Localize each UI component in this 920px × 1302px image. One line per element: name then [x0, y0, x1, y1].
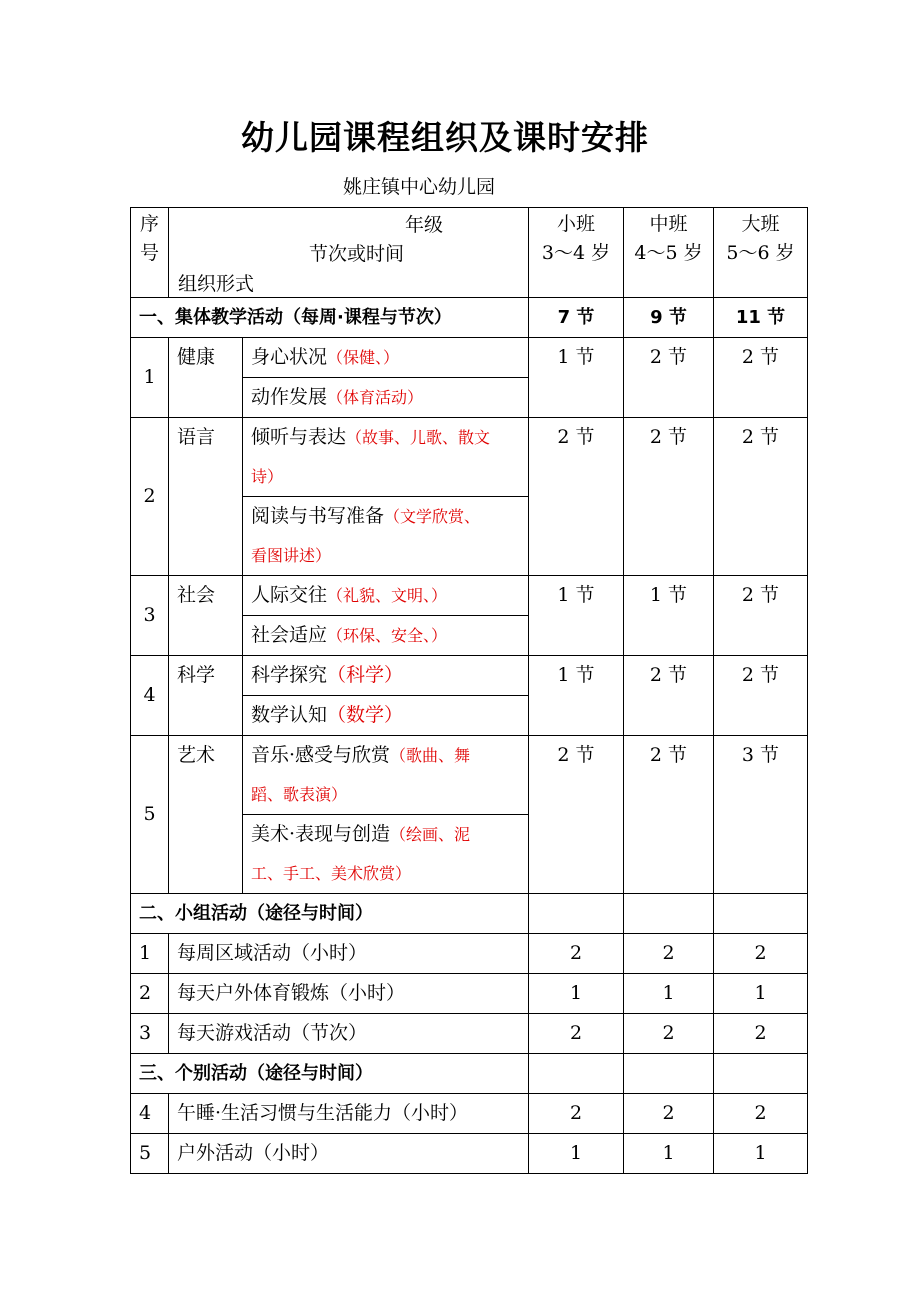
count-middle: 2 节 — [624, 418, 714, 576]
domain-name: 艺术 — [169, 736, 243, 894]
header-form-label: 组织形式 — [178, 273, 255, 295]
domain-item: 阅读与书写准备（文学欣赏、 看图讲述） — [243, 497, 529, 576]
section-row — [131, 298, 808, 338]
section-title: 一、集体教学活动（每周·课程与节次） — [131, 298, 529, 338]
item-note: （体育活动） — [327, 388, 424, 407]
domain-item: 音乐·感受与欣赏（歌曲、舞 蹈、歌表演） — [243, 736, 529, 815]
value-large: 1 — [714, 974, 808, 1014]
item-note: （文学欣赏、 — [384, 507, 481, 526]
section-row — [131, 1054, 808, 1094]
header-index-label-1: 序 — [140, 213, 160, 235]
class-age: 5～6 岁 — [726, 242, 795, 264]
row-index: 1 — [131, 934, 169, 974]
table-row — [131, 576, 808, 616]
activity-label: 午睡·生活习惯与生活能力（小时） — [169, 1094, 529, 1134]
row-index: 4 — [131, 1094, 169, 1134]
value-large: 2 — [714, 934, 808, 974]
value-large: 2 — [714, 1014, 808, 1054]
count-large: 3 节 — [714, 736, 808, 894]
item-note-continued: 工、手工、美术欣赏） — [251, 864, 412, 883]
value-small: 1 — [529, 974, 624, 1014]
header-class-small — [529, 208, 624, 298]
count-large: 2 节 — [714, 656, 808, 736]
header-class-middle — [624, 208, 714, 298]
header-period-label: 节次或时间 — [309, 243, 405, 265]
domain-item: 社会适应（环保、安全、） — [243, 616, 529, 656]
row-index: 3 — [131, 576, 169, 656]
item-note-continued: 诗） — [251, 467, 284, 486]
count-small: 1 节 — [529, 338, 624, 418]
table-row — [131, 974, 808, 1014]
count-large: 2 节 — [714, 338, 808, 418]
curriculum-table — [130, 207, 808, 1174]
domain-item: 科学探究（科学） — [243, 656, 529, 696]
table-header-row — [131, 208, 808, 298]
count-small: 2 节 — [529, 418, 624, 576]
count-small: 2 节 — [529, 736, 624, 894]
activity-label: 户外活动（小时） — [169, 1134, 529, 1174]
total-middle: 9 节 — [624, 298, 714, 338]
domain-name: 语言 — [169, 418, 243, 576]
school-name: 姚庄镇中心幼儿园 — [343, 176, 496, 198]
total-large: 11 节 — [714, 298, 808, 338]
value-large: 1 — [714, 1134, 808, 1174]
value-small: 1 — [529, 1134, 624, 1174]
section-title: 二、小组活动（途径与时间） — [131, 894, 529, 934]
count-small: 1 节 — [529, 656, 624, 736]
domain-item: 数学认知（数学） — [243, 696, 529, 736]
table-row — [131, 1014, 808, 1054]
value-middle: 1 — [624, 974, 714, 1014]
activity-label: 每天游戏活动（节次） — [169, 1014, 529, 1054]
table-row — [131, 656, 808, 696]
header-class-large — [714, 208, 808, 298]
item-note: （科学） — [327, 664, 404, 686]
class-name: 大班 — [741, 213, 780, 235]
table-row — [131, 934, 808, 974]
table-row — [131, 418, 808, 497]
value-small: 2 — [529, 1014, 624, 1054]
item-note: （环保、安全、） — [327, 626, 448, 645]
class-name: 中班 — [649, 213, 688, 235]
domain-item: 美术·表现与创造（绘画、泥 工、手工、美术欣赏） — [243, 815, 529, 894]
table-row — [131, 736, 808, 815]
count-middle: 2 节 — [624, 736, 714, 894]
count-middle: 2 节 — [624, 338, 714, 418]
count-middle: 1 节 — [624, 576, 714, 656]
total-small: 7 节 — [529, 298, 624, 338]
value-small: 2 — [529, 1094, 624, 1134]
count-small: 1 节 — [529, 576, 624, 656]
activity-label: 每天户外体育锻炼（小时） — [169, 974, 529, 1014]
value-middle: 2 — [624, 1094, 714, 1134]
domain-name: 科学 — [169, 656, 243, 736]
item-note: （数学） — [327, 704, 404, 726]
page-title: 幼儿园课程组织及课时安排 — [241, 118, 649, 157]
count-large: 2 节 — [714, 576, 808, 656]
section-row — [131, 894, 808, 934]
item-note: （礼貌、文明、） — [327, 586, 448, 605]
header-diagonal-cell — [169, 208, 529, 298]
header-index-label-2: 号 — [140, 242, 160, 264]
count-middle: 2 节 — [624, 656, 714, 736]
item-note-continued: 蹈、歌表演） — [251, 785, 348, 804]
section-title: 三、个别活动（途径与时间） — [131, 1054, 529, 1094]
row-index: 5 — [131, 736, 169, 894]
row-index: 3 — [131, 1014, 169, 1054]
table-row — [131, 1134, 808, 1174]
value-middle: 2 — [624, 1014, 714, 1054]
table-row — [131, 1094, 808, 1134]
row-index: 2 — [131, 418, 169, 576]
value-small: 2 — [529, 934, 624, 974]
class-name: 小班 — [556, 213, 595, 235]
domain-item: 动作发展（体育活动） — [243, 378, 529, 418]
header-grade-label: 年级 — [405, 214, 444, 236]
class-age: 4～5 岁 — [634, 242, 703, 264]
row-index: 5 — [131, 1134, 169, 1174]
row-index: 1 — [131, 338, 169, 418]
class-age: 3～4 岁 — [541, 242, 611, 264]
activity-label: 每周区域活动（小时） — [169, 934, 529, 974]
domain-name: 社会 — [169, 576, 243, 656]
row-index: 2 — [131, 974, 169, 1014]
item-note-continued: 看图讲述） — [251, 546, 332, 565]
table-row — [131, 338, 808, 378]
header-index-cell — [131, 208, 169, 298]
item-note: （故事、儿歌、散文 — [346, 428, 491, 447]
item-note: （歌曲、舞 — [390, 746, 471, 765]
item-note: （保健、） — [327, 348, 400, 367]
domain-name: 健康 — [169, 338, 243, 418]
domain-item: 人际交往（礼貌、文明、） — [243, 576, 529, 616]
value-middle: 2 — [624, 934, 714, 974]
item-note: （绘画、泥 — [390, 825, 471, 844]
row-index: 4 — [131, 656, 169, 736]
domain-item: 倾听与表达（故事、儿歌、散文 诗） — [243, 418, 529, 497]
count-large: 2 节 — [714, 418, 808, 576]
value-middle: 1 — [624, 1134, 714, 1174]
domain-item: 身心状况（保健、） — [243, 338, 529, 378]
value-large: 2 — [714, 1094, 808, 1134]
